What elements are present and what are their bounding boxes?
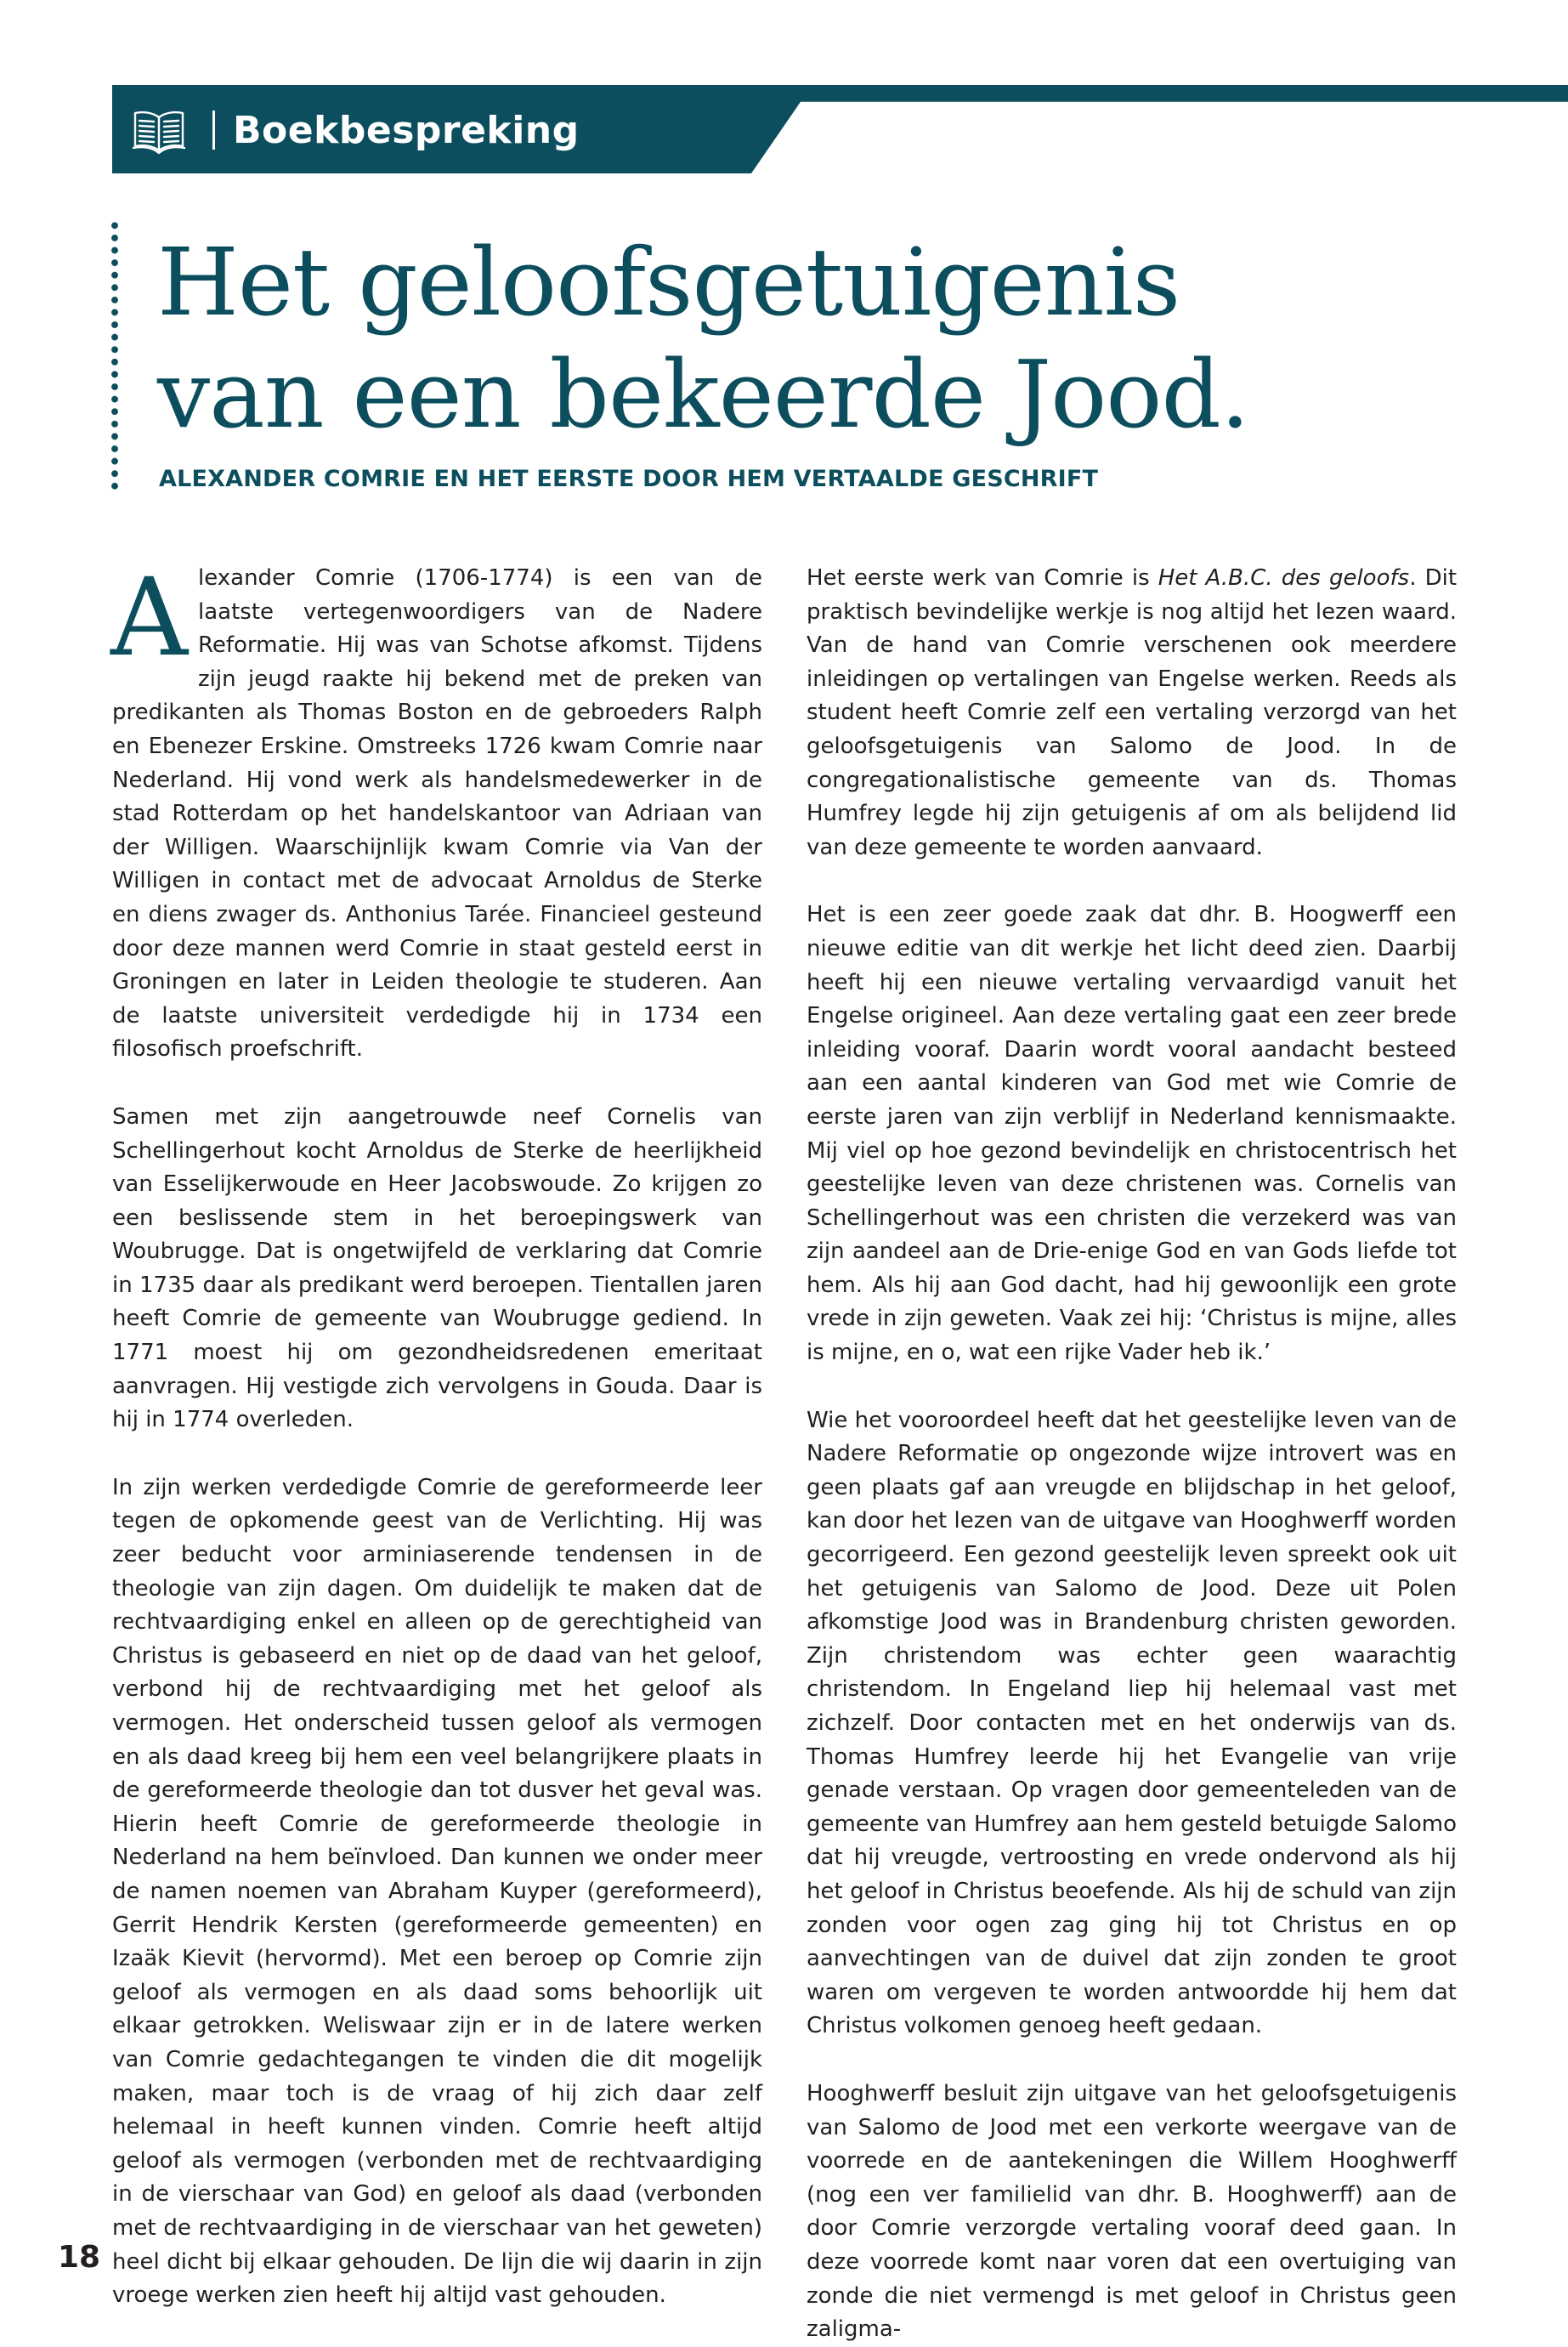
paragraph-text: . Dit praktisch bevindelijke werkje is nog altijd het lezen waard. Van de hand van Comrie verschenen ook meerdere inleidingen op vertalingen van Engelse werken. Reeds als student heeft Comrie zelf een vertaling verzorgd van het geloofsgetuigenis van Salomo de Jood. In de congregationalistische gemeente van ds. Thomas Humfrey legde hij zijn getuigenis af om als belijdend lid van deze gemeente te worden aanvaard. bbox=[807, 565, 1458, 860]
paragraph: Wie het vooroordeel heeft dat het geestelijke leven van de Nadere Reformatie op ongezonde wijze introvert was en geen plaats gaf aan vreugde en blijdschap in het geloof, kan door het lezen van de uitgave van Hooghwerff worden gecorrigeerd. Een gezond geestelijk leven spreekt ook uit het getuigenis van Salomo de Jood. Deze uit Polen afkomstige Jood was in Brandenburg christen geworden. Zijn christendom was echter geen waarachtig christendom. In Engeland liep hij helemaal vast met zichzelf. Door contacten met en het onderwijs van ds. Thomas Humfrey leerde hij het Evangelie van vrije genade verstaan. Op vragen door gemeenteleden van de gemeente van Humfrey aan hem gesteld betuigde Salomo dat hij vreugde, vertroosting en vrede ondervond als hij het geloof in Christus beoefende. Als hij de schuld van zijn zonden voor ogen zag ging hij tot Christus en op aanvechtingen van de duivel dat zijn zonden te groot waren om vergeven te worden antwoordde hij hem dat Christus volkomen genoeg heeft gedaan. bbox=[807, 1407, 1457, 2039]
paragraph-text: lexander Comrie (1706-1774) is een van de laatste vertegenwoordigers van de Nadere Reformatie. Hij was van Schotse afkomst. Tijdens zijn jeugd raakte hij bekend met de preken van predikanten als Thomas Boston en de gebroeders Ralph en Ebenezer Erskine. Omstreeks 1726 kwam Comrie naar Nederland. Hij vond werk als handelsmedewerker in de stad Rotterdam op het handelskantoor van Adriaan van der Willigen. Waarschijnlijk kwam Comrie via Van der Willigen in contact met de advocaat Arnoldus de Sterke en diens zwager ds. Anthonius Tarée. Financieel gesteund door deze mannen werd Comrie in staat gesteld eerst in Groningen en later in Leiden theologie te studeren. Aan de laatste universiteit verdedigde hij in 1734 een filosofisch proefschrift. bbox=[112, 565, 762, 1063]
article-column-left bbox=[110, 555, 762, 2313]
header-separator bbox=[212, 111, 215, 150]
paragraph: Het is een zeer goede zaak dat dhr. B. Hoogwerff een nieuwe editie van dit werkje het licht deed zien. Daarbij heeft hij een nieuwe vertaling vervaardigd vanuit het Engelse origineel. Aan deze vertaling gaat een zeer brede inleiding vooraf. Daarin wordt vooral aandacht besteed aan een aantal kinderen van God met wie Comrie de eerste jaren van zijn verblijf in Nederland kennismaakte. Mij viel op hoe gezond bevindelijk en christocentrisch het geestelijke leven van deze christenen was. Cornelis van Schellingerhout was een christen die verzekerd was van zijn aandeel aan de Drie-enige God en van Gods liefde tot hem. Als hij aan God dacht, had hij gewoonlijk een grote vrede in zijn geweten. Vaak zei hij: ‘Christus is mijne, alles is mijne, en o, wat een rijke Vader heb ik.’ bbox=[807, 902, 1457, 1366]
section-label: Boekbespreking bbox=[233, 109, 580, 152]
paragraph: In zijn werken verdedigde Comrie de gereformeerde leer tegen de opkomende geest van de Verlichting. Hij was zeer beducht voor arminiaserende tendensen in de theologie van zijn dagen. Om duidelijk te maken dat de rechtvaardiging enkel en alleen op de gerechtigheid van Christus is gebaseerd en niet op de daad van het geloof, verbond hij de rechtvaardiging met het geloof als vermogen. Het onderscheid tussen geloof als vermogen en als daad kreeg bij hem een veel belangrijkere plaats in de gereformeerde theologie dan tot dusver het geval was. Hierin heeft Comrie de gereformeerde theologie in Nederland na hem beïnvloed. Dan kunnen we onder meer de namen noemen van Abraham Kuyper (gereformeerd), Gerrit Hendrik Kersten (gereformeerde gemeenten) en Izaäk Kievit (hervormd). Met een beroep op Comrie zijn geloof als vermogen en als daad soms behoorlijk uit elkaar getrokken. Weliswaar zijn er in de latere werken van Comrie gedachtegangen te vinden die dit mogelijk maken, maar toch is de vraag of hij zich daar zelf helemaal in heeft kunnen vinden. Comrie heeft altijd geloof als vermogen (verbonden met de rechtvaardiging in de vierschaar van God) en geloof als daad (verbonden met de rechtvaardiging in de vierschaar van het geweten) heel dicht bij elkaar gehouden. De lijn die wij daarin in zijn vroege werken zien heeft hij altijd vast gehouden. bbox=[112, 1474, 762, 2309]
page-number: 18 bbox=[58, 2240, 101, 2275]
article-column-right bbox=[807, 562, 1457, 2347]
book-icon bbox=[132, 105, 186, 156]
article-title-line-2: van een bekeerde Jood. bbox=[157, 340, 1249, 449]
paragraph: Samen met zijn aangetrouwde neef Cornelis van Schellingerhout kocht Arnoldus de Sterke de heerlijkheid van Esselijkerwoude en Heer Jacobswoude. Zo krijgen zo een beslissende stem in het beroepingswerk van Woubrugge. Dat is ongetwijfeld de verklaring dat Comrie in 1735 daar als predikant werd beroepen. Tientallen jaren heeft Comrie de gemeente van Woubrugge gediend. In 1771 moest hij om gezondheidsredenen emeritaat aanvragen. Hij vestigde zich vervolgens in Gouda. Daar is hij in 1774 overleden. bbox=[112, 1103, 762, 1433]
dotted-divider bbox=[110, 219, 119, 493]
paragraph-text: Het eerste werk van Comrie is bbox=[807, 565, 1158, 591]
article-title-line-1: Het geloofsgetuigenis bbox=[157, 228, 1180, 337]
paragraph: Hooghwerff besluit zijn uitgave van het geloofsgetuigenis van Salomo de Jood met een verkorte weergave van de voorrede en de aantekeningen die Willem Hooghwerff (nog een ver familielid van dhr. B. Hooghwerff) aan de door Comrie verzorgde vertaling vooraf deed gaan. In deze voorrede komt naar voren dat een overtuiging van zonde die niet vermengd is met geloof in Christus geen zaligma- bbox=[807, 2080, 1457, 2343]
book-title: Het A.B.C. des geloofs bbox=[1158, 565, 1410, 591]
drop-cap: A bbox=[110, 555, 188, 680]
article-title bbox=[157, 226, 1483, 451]
paragraph bbox=[110, 555, 762, 1067]
article-subtitle: ALEXANDER COMRIE EN HET EERSTE DOOR HEM VERTAALDE GESCHRIFT bbox=[159, 466, 1099, 492]
paragraph bbox=[807, 562, 1457, 865]
